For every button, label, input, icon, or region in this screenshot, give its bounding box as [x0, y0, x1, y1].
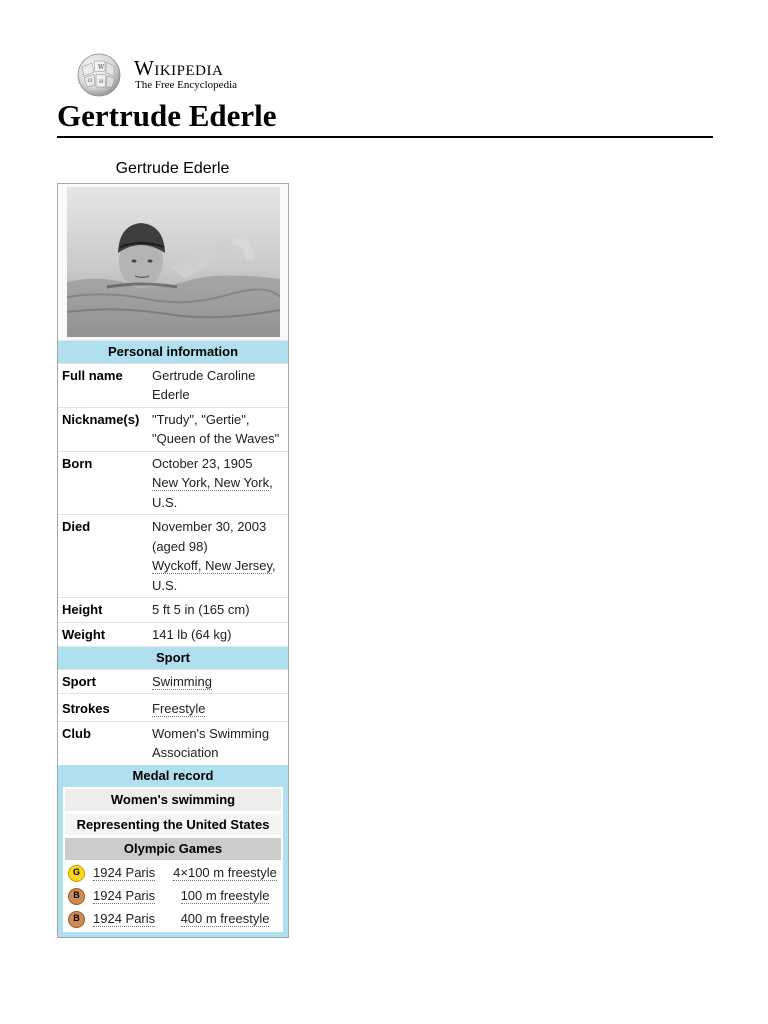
row-label: Full name: [62, 367, 123, 383]
row-nickname: [58, 407, 288, 451]
medal-table: [63, 787, 283, 932]
medal-country-heading: Representing the United States: [65, 814, 281, 836]
row-label: Strokes: [62, 701, 110, 716]
died-place-link[interactable]: Wyckoff, New Jersey: [152, 558, 273, 573]
row-value: "Trudy", "Gertie", "Queen of the Waves": [152, 411, 280, 446]
medal-row: [65, 862, 281, 885]
bronze-medal-icon: B: [68, 911, 85, 928]
bronze-medal-icon: B: [68, 888, 85, 905]
medal-record-title: Medal record: [132, 767, 214, 783]
medal-row: [65, 885, 281, 908]
died-country: , U.S.: [152, 558, 276, 593]
svg-text:W: W: [98, 64, 105, 71]
infobox-caption: Gertrude Ederle: [115, 160, 230, 177]
gold-medal-icon: G: [68, 865, 85, 882]
row-height: [58, 597, 288, 622]
row-value: [152, 672, 284, 692]
infobox: [57, 183, 289, 938]
medal-competition-heading: Olympic Games: [65, 838, 281, 860]
medal-event-link[interactable]: 100 m freestyle: [180, 888, 270, 904]
medal-event-link[interactable]: 4×100 m freestyle: [173, 865, 277, 881]
sport-header: Sport: [58, 646, 288, 669]
row-died: [58, 514, 288, 597]
wikipedia-globe-icon[interactable]: [74, 52, 124, 98]
row-value: [152, 517, 284, 595]
row-value: 141 lb (64 kg): [152, 626, 232, 642]
row-label: Club: [62, 725, 91, 741]
strokes-link[interactable]: Freestyle: [152, 701, 206, 716]
medal-event: [169, 886, 281, 906]
svg-text:И: И: [99, 79, 104, 85]
medal-games-link[interactable]: 1924 Paris: [93, 911, 156, 927]
row-weight: [58, 622, 288, 647]
medal-event: [169, 863, 281, 883]
medal-event: [169, 909, 281, 929]
row-label: Weight: [62, 626, 106, 642]
born-date: October 23, 1905: [152, 455, 253, 471]
born-country: , U.S.: [152, 475, 273, 510]
row-full-name: [58, 363, 288, 407]
row-born: [58, 451, 288, 515]
row-label: Nickname(s): [62, 411, 140, 427]
medal-games: [93, 886, 169, 906]
wikipedia-wordmark[interactable]: Wikipedia: [134, 56, 224, 80]
svg-text:Ω: Ω: [88, 78, 93, 84]
wikipedia-tagline: The Free Encyclopedia: [135, 79, 238, 91]
medal-games: [93, 909, 169, 929]
row-label: Height: [62, 602, 103, 617]
page-title: Gertrude Ederle: [57, 98, 277, 133]
medal-games-link[interactable]: 1924 Paris: [93, 865, 156, 881]
died-date: November 30, 2003 (aged 98): [152, 519, 267, 554]
row-value: Women's Swimming Association: [152, 725, 270, 760]
swimmer-photo[interactable]: [67, 187, 280, 337]
medal-row: [65, 908, 281, 931]
medal-sport-heading: Women's swimming: [65, 789, 281, 811]
medal-record: [58, 765, 288, 937]
born-place-link[interactable]: New York, New York: [152, 475, 270, 490]
row-label: Died: [62, 519, 91, 534]
site-header: [74, 52, 374, 98]
row-sport: [58, 669, 288, 694]
row-value: [152, 454, 284, 513]
row-club: [58, 721, 288, 765]
personal-info-header: Personal information: [58, 340, 288, 363]
row-strokes: [58, 693, 288, 721]
row-value: 5 ft 5 in (165 cm): [152, 602, 250, 617]
medal-event-link[interactable]: 400 m freestyle: [180, 911, 270, 927]
row-label: Sport: [62, 673, 96, 689]
row-label: Born: [62, 455, 93, 471]
sport-link[interactable]: Swimming: [152, 673, 212, 689]
row-value: [152, 699, 284, 719]
row-value: Gertrude Caroline Ederle: [152, 367, 256, 402]
medal-games-link[interactable]: 1924 Paris: [93, 888, 156, 904]
medal-games: [93, 863, 169, 883]
title-divider: [57, 136, 713, 138]
